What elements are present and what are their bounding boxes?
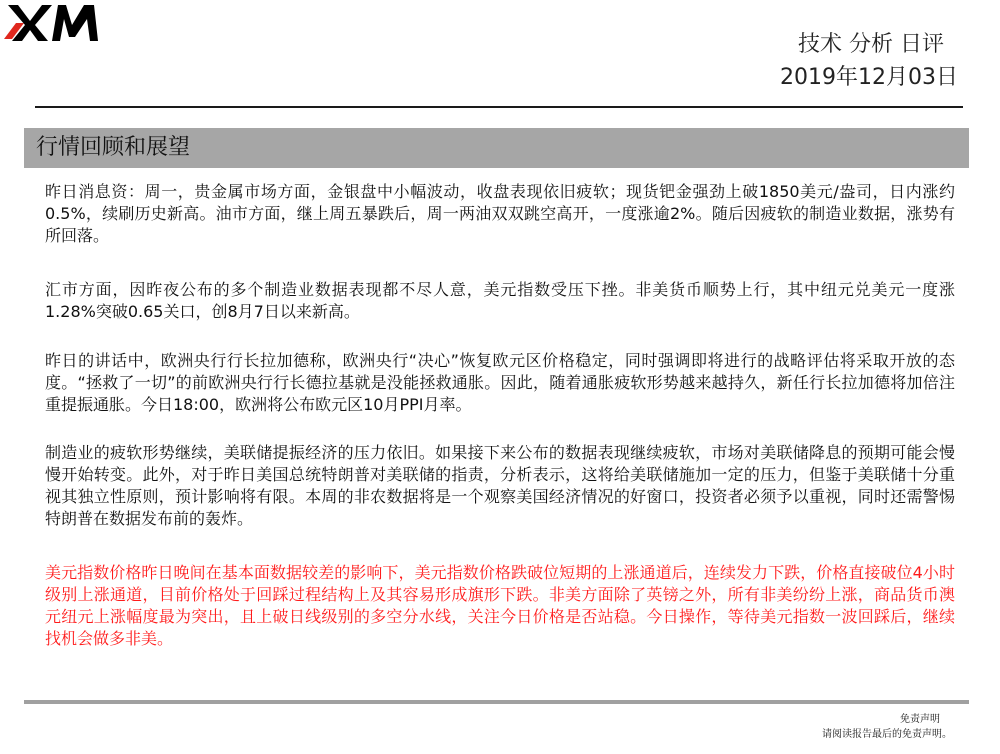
xm-logo (2, 3, 102, 43)
footer-divider (24, 700, 969, 704)
disclaimer-title: 免责声明 (900, 714, 940, 725)
xm-logo-mark (2, 3, 102, 43)
paragraph-fed: 制造业的疲软形势继续，美联储提振经济的压力依旧。如果接下来公布的数据表现继续疲软，市场对美联储降息的预期可能会慢慢开始转变。此外，对于昨日美国总统特朗普对美联储的指责，分析表示，这将给美联储施加一定的压力，但鉴于美联储十分重视其独立性原则，预计影响将有限。本周的非农数据将是一个观察美国经济情况的好窗口，投资者必须予以重视，同时还需警惕特朗普在数据发布前的轰炸。 (45, 443, 955, 528)
disclaimer-note: 请阅读报告最后的免责声明。 (822, 729, 952, 740)
section-banner (24, 128, 969, 168)
paragraph-ecb: 昨日的讲话中，欧洲央行行长拉加德称，欧洲央行“决心”恢复欧元区价格稳定，同时强调即将进行的战略评估将采取开放的态度。“拯救了一切”的前欧洲央行行长德拉基就是没能拯救通胀。因此，随着通胀疲软形势越来越持久，新任行长拉加德将加倍注重提振通胀。今日18:00，欧洲将公布欧元区10月PPI月率。 (45, 351, 955, 414)
document-date: 2019年12月03日 (780, 65, 958, 90)
document-type: 技术 分析 日评 (798, 32, 944, 57)
header-divider (35, 106, 963, 108)
paragraph-forex: 汇市方面，因昨夜公布的多个制造业数据表现都不尽人意，美元指数受压下挫。非美货币顺势上行，其中纽元兑美元一度涨1.28%突破0.65关口，创8月7日以来新高。 (45, 280, 955, 321)
logo-letter-m (52, 5, 98, 41)
paragraph-dollar-index-outlook: 美元指数价格昨日晚间在基本面数据较差的影响下，美元指数价格跌破位短期的上涨通道后，连续发力下跌，价格直接破位4小时级别上涨通道，目前价格处于回踩过程结构上及其容易形成旗形下跌。非美方面除了英镑之外，所有非美纷纷上涨，商品货币澳元纽元上涨幅度最为突出，且上破日线级别的多空分水线，关注今日价格是否站稳。今日操作，等待美元指数一波回踩后，继续找机会做多非美。 (45, 563, 955, 648)
logo-letter-x (8, 5, 52, 41)
section-title: 行情回顾和展望 (36, 135, 191, 160)
paragraph-market-review: 昨日消息资：周一，贵金属市场方面，金银盘中小幅波动，收盘表现依旧疲软；现货钯金强劲上破1850美元/盎司，日内涨约0.5%，续刷历史新高。油市方面，继上周五暴跌后，周一两油双双跳空高开，一度涨逾2%。随后因疲软的制造业数据，涨势有所回落。 (45, 182, 955, 245)
